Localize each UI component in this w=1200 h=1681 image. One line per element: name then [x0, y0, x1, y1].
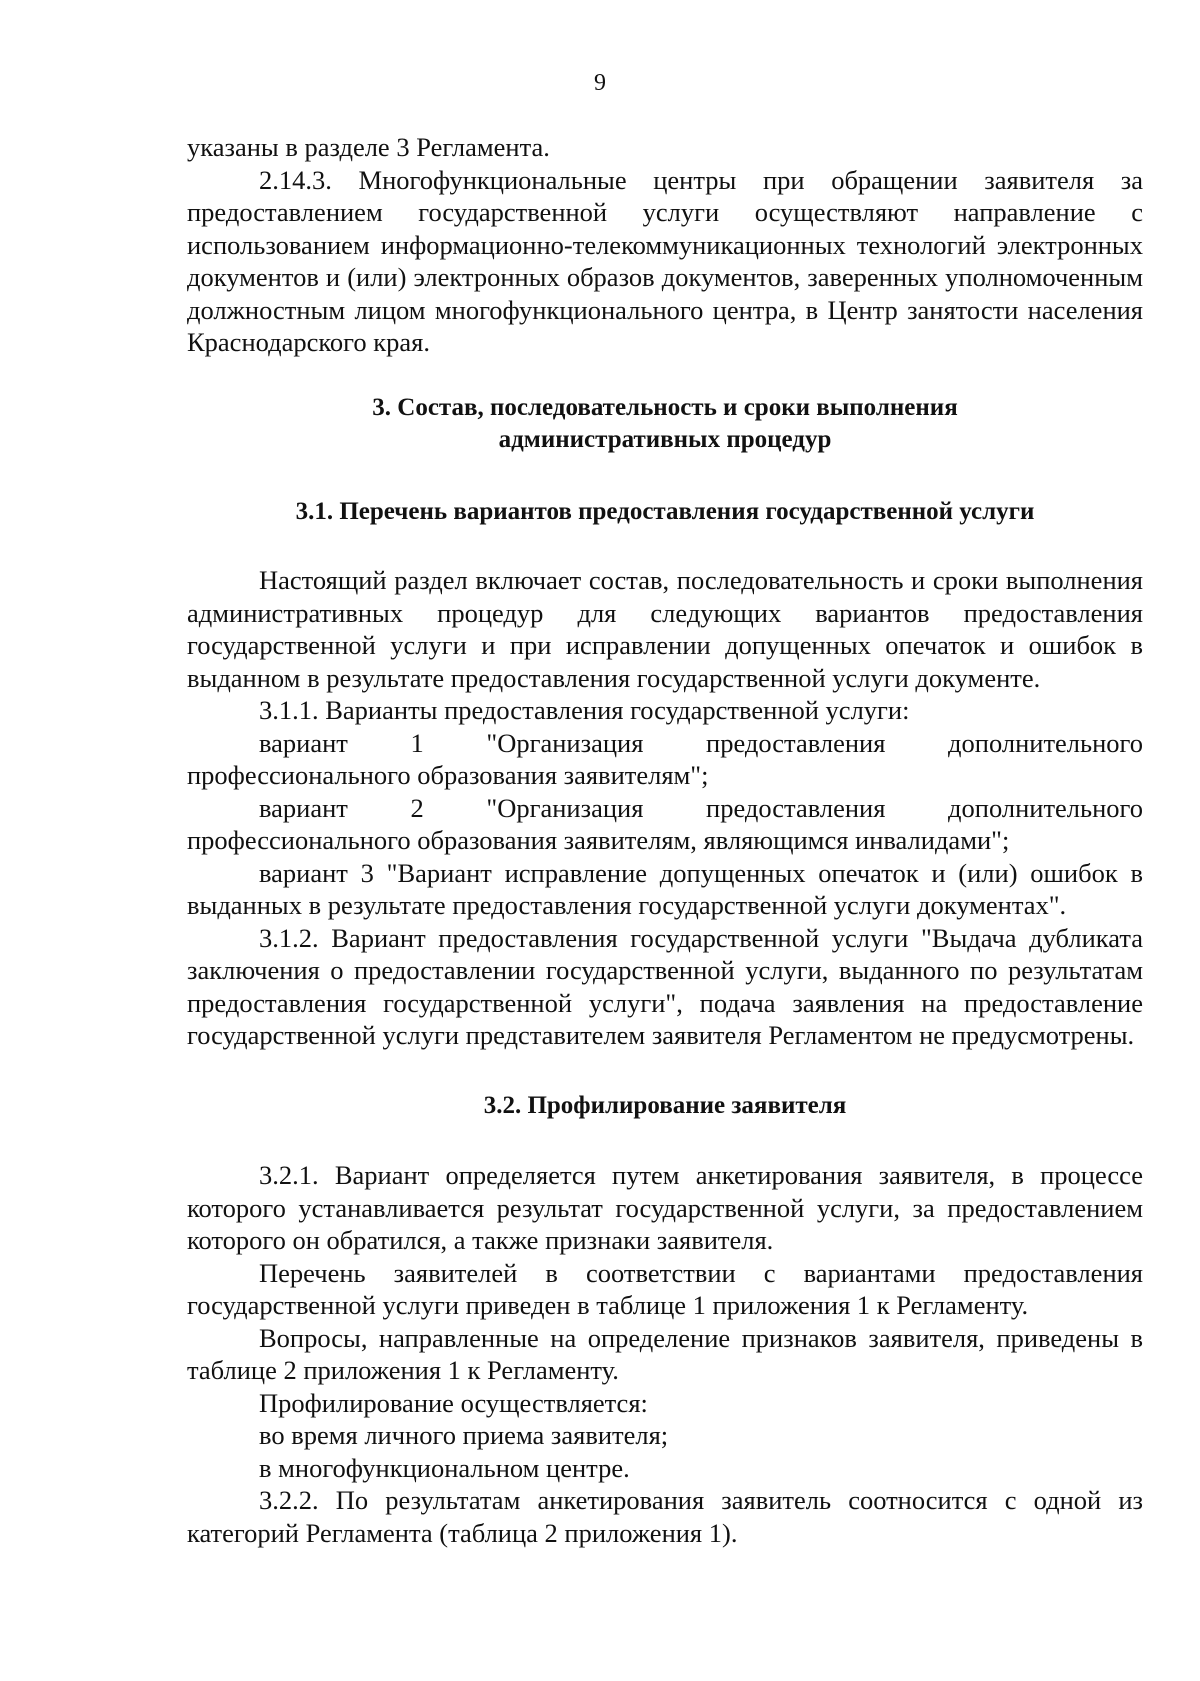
paragraph-3-1-intro: Настоящий раздел включает состав, последовательность и сроки выполнения административных процедур для следующих вариантов предоставления государственной услуги и при исправлении допущенных опечаток и ошибок в выданном в результате предоставления государственной услуги документе. — [187, 565, 1143, 693]
paragraph-intro-line: указаны в разделе 3 Регламента. — [187, 132, 550, 162]
section-3-title-line-1: 3. Состав, последовательность и сроки выполнения — [372, 393, 958, 421]
section-3-2-heading: 3.2. Профилирование заявителя — [483, 1091, 847, 1119]
section-3-1-heading: 3.1. Перечень вариантов предоставления государственной услуги — [295, 497, 1035, 525]
paragraph-3-1-1: 3.1.1. Варианты предоставления государственной услуги: — [259, 695, 910, 725]
paragraph-questions: Вопросы, направленные на определение признаков заявителя, приведены в таблице 2 приложения 1 к Регламенту. — [187, 1322, 1143, 1385]
document-body — [187, 131, 1143, 1549]
paragraph-variant-1: вариант 1 "Организация предоставления дополнительного профессионального образования заявителям"; — [187, 727, 1143, 790]
paragraph-3-1-2: 3.1.2. Вариант предоставления государственной услуги "Выдача дубликата заключения о предоставлении государственной услуги, выданного по результатам предоставления государственной услуги", подача заявления на предоставление государственной услуги представителем заявителя Регламентом не предусмотрены. — [187, 922, 1143, 1050]
paragraph-variant-2: вариант 2 "Организация предоставления дополнительного профессионального образования заявителям, являющимся инвалидами"; — [187, 792, 1143, 855]
paragraph-2-14-3: 2.14.3. Многофункциональные центры при обращении заявителя за предоставлением государственной услуги осуществляют направление с использованием информационно-телекоммуникационных технологий электронных документов и (или) электронных образов документов, заверенных уполномоченным должностным лицом многофункционального центра, в Центр занятости населения Краснодарского края. — [187, 164, 1143, 357]
section-3-heading — [187, 392, 1143, 456]
paragraph-variant-3: вариант 3 "Вариант исправление допущенных опечаток и (или) ошибок в выданных в результате предоставления государственной услуги документах". — [187, 857, 1143, 920]
page-number: 9 — [594, 70, 606, 96]
paragraph-3-2-1: 3.2.1. Вариант определяется путем анкетирования заявителя, в процессе которого устанавливается результат государственной услуги, за предоставлением которого он обратился, а также признаки заявителя. — [187, 1160, 1143, 1255]
paragraph-profiling: Профилирование осуществляется: — [259, 1387, 648, 1418]
section-3-title-line-2: административных процедур — [498, 425, 832, 453]
paragraph-profiling-item-2: в многофункциональном центре. — [259, 1452, 630, 1483]
paragraph-profiling-item-1: во время личного приема заявителя; — [259, 1420, 669, 1450]
paragraph-3-2-2: 3.2.2. По результатам анкетирования заявитель соотносится с одной из категорий Регламента (таблица 2 приложения 1). — [187, 1485, 1143, 1548]
paragraph-list-applicants: Перечень заявителей в соответствии с вариантами предоставления государственной услуги приведен в таблице 1 приложения 1 к Регламенту. — [187, 1257, 1143, 1320]
